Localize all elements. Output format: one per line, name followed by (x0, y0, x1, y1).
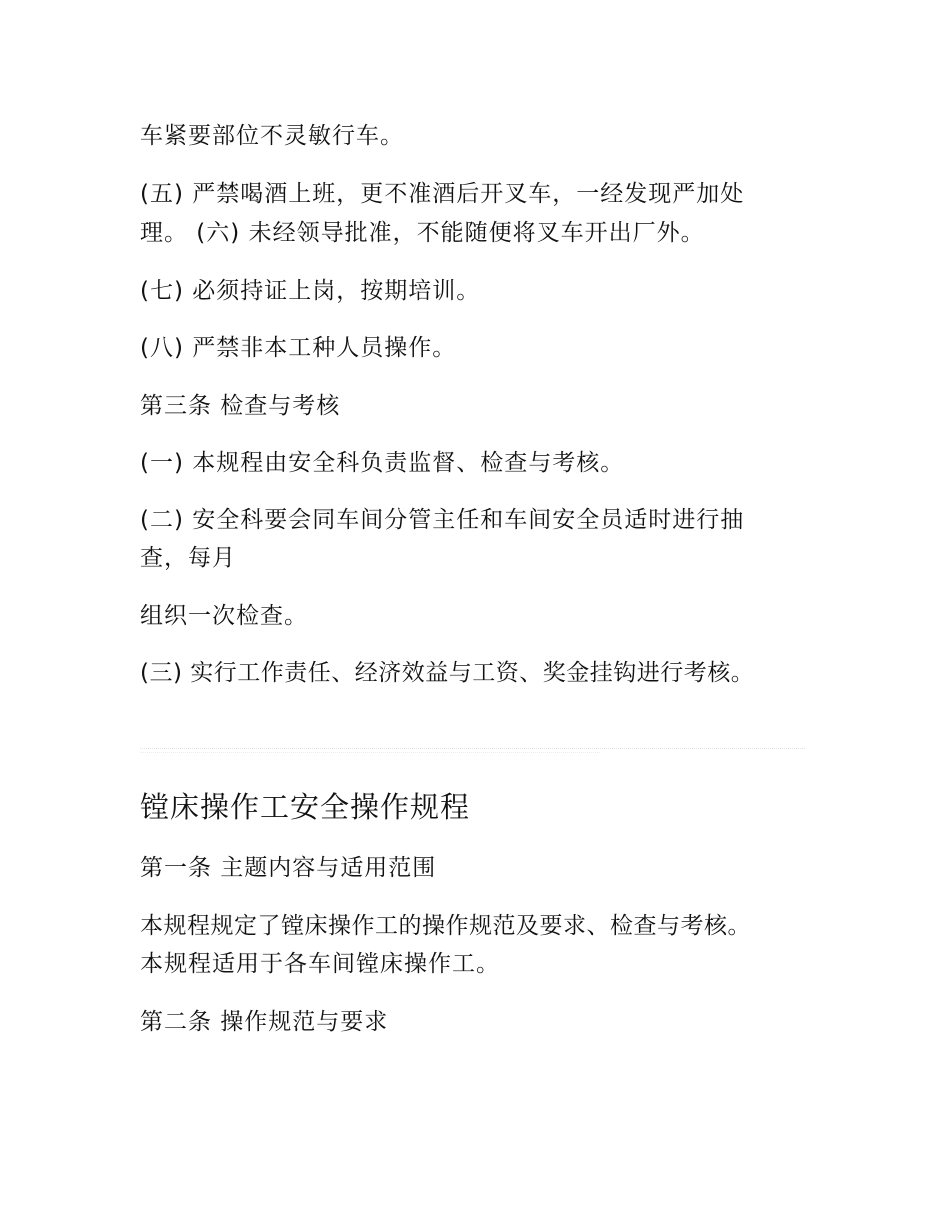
paragraph-line: 本规程规定了镗床操作工的操作规范及要求、检查与考核。 (140, 913, 751, 939)
paragraph-line: (三) 实行工作责任、经济效益与工资、奖金挂钩进行考核。 (140, 660, 755, 686)
paragraph-line: (五) 严禁喝酒上班，更不准酒后开叉车，一经发现严加处 (140, 181, 745, 207)
paragraph-line: 理。 (六) 未经领导批准，不能随便将叉车开出厂外。 (140, 220, 705, 246)
paragraph-line: 本规程适用于各车间镗床操作工。 (140, 951, 500, 977)
document-title: 镗床操作工安全操作规程 (140, 790, 471, 824)
paragraph-line: (八) 严禁非本工种人员操作。 (140, 335, 457, 361)
section-heading: 第一条 主题内容与适用范围 (140, 855, 437, 881)
paragraph-line: (一) 本规程由安全科负责监督、检查与考核。 (140, 450, 625, 476)
section-divider-faint (140, 752, 600, 753)
section-divider (140, 748, 805, 749)
paragraph-line: 组织一次检查。 (140, 603, 308, 629)
section-heading: 第二条 操作规范与要求 (140, 1009, 389, 1035)
paragraph-line: 查，每月 (140, 545, 236, 571)
paragraph-line: (二) 安全科要会同车间分管主任和车间安全员适时进行抽 (140, 507, 745, 533)
section-heading: 第三条 检查与考核 (140, 393, 341, 419)
paragraph-line: (七) 必须持证上岗，按期培训。 (140, 278, 481, 304)
paragraph-line: 车紧要部位不灵敏行车。 (140, 123, 404, 149)
